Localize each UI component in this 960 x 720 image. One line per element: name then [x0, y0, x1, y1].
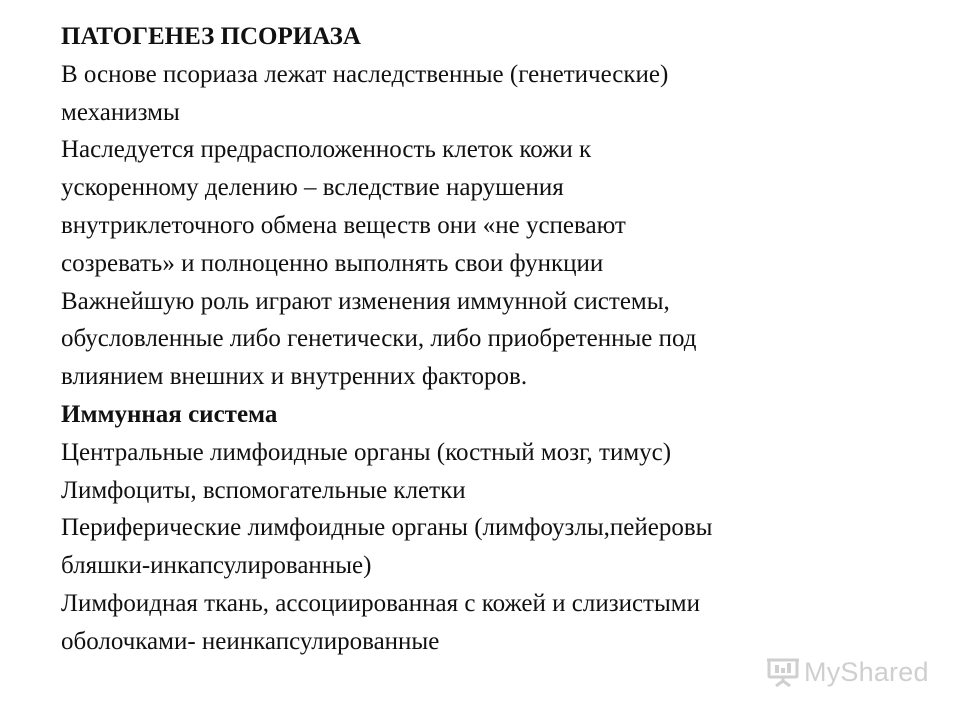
text-line: Важнейшую роль играют изменения иммунной системы, [61, 287, 670, 315]
slide-title: ПАТОГЕНЕЗ ПСОРИАЗА [61, 23, 361, 50]
section-subheading: Иммунная система [61, 400, 278, 428]
text-line: В основе псориаза лежат наследственные (генетические) [61, 60, 669, 88]
text-line: обусловленные либо генетически, либо приобретенные под [61, 325, 697, 353]
text-line: внутриклеточного обмена веществ они «не успевают [61, 211, 626, 239]
watermark [766, 654, 929, 690]
text-line: влиянием внешних и внутренних факторов. [61, 363, 528, 391]
text-line: Лимфоциты, вспомогательные клетки [61, 476, 466, 504]
watermark-text: MyShared [804, 656, 929, 687]
text-line: оболочками- неинкапсулированные [61, 627, 440, 655]
presentation-board-icon [766, 657, 800, 687]
text-line: механизмы [61, 98, 180, 126]
text-line: ускоренному делению – вследствие нарушения [61, 174, 564, 202]
text-line: Лимфоидная ткань, ассоциированная с кожей и слизистыми [61, 589, 700, 617]
text-line: Периферические лимфоидные органы (лимфоузлы,пейеровы [61, 514, 713, 542]
text-line: бляшки-инкапсулированные) [61, 552, 372, 580]
text-line: Центральные лимфоидные органы (костный мозг, тимус) [61, 438, 672, 466]
text-line: Наследуется предрасположенность клеток кожи к [61, 136, 592, 164]
slide-content [61, 18, 941, 661]
text-line: созревать» и полноценно выполнять свои функции [61, 249, 604, 277]
